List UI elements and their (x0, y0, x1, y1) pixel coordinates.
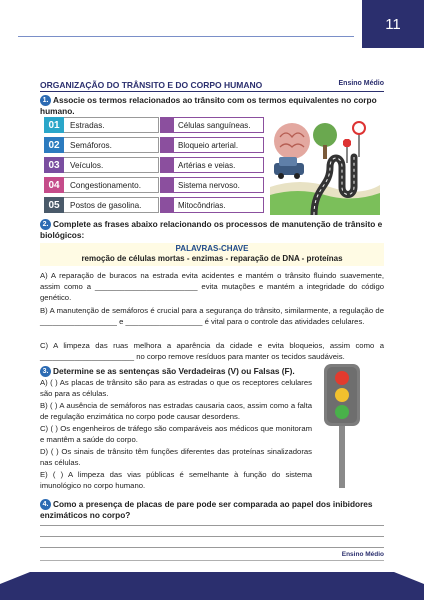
match-item[interactable] (160, 197, 264, 213)
term-number: 03 (44, 157, 64, 173)
keywords-list: remoção de células mortas - enzimas - reparação de DNA - proteínas (81, 254, 343, 263)
term-label: Postos de gasolina. (64, 197, 159, 213)
question-1 (40, 95, 384, 116)
true-false-e: E) ( ) A limpeza das vias públicas é semelhante à função do sistema imunológico no corpo humano. (40, 470, 312, 490)
question-number: 2. (40, 219, 51, 230)
question-text: Complete as frases abaixo relacionando os processos de manutenção de trânsito e biológicos: (40, 219, 383, 241)
footer-level-tag: Ensino Médio (341, 551, 384, 558)
keywords-box (40, 243, 384, 266)
match-label: Bloqueio arterial. (174, 137, 264, 153)
footer-band (0, 572, 424, 600)
true-false-c: C) ( ) Os engenheiros de tráfego são comparáveis aos médicos que monitoram e mantêm a saúde do corpo. (40, 424, 312, 444)
question-text: Como a presença de placas de pare pode ser comparada ao papel dos inibidores enzimáticos no corpo? (40, 499, 373, 521)
term-label: Congestionamento. (64, 177, 159, 193)
match-tab (160, 157, 174, 173)
question-number: 1. (40, 95, 51, 106)
level-tag: Ensino Médio (338, 80, 384, 87)
term-item (44, 157, 159, 173)
traffic-light-icon (312, 360, 372, 490)
match-label: Mitocôndrias. (174, 197, 264, 213)
match-item[interactable] (160, 157, 264, 173)
term-item (44, 137, 159, 153)
true-false-b: B) ( ) A ausência de semáforos nas estradas causaria caos, assim como a falta de regulação enzimática no corpo pode causar desordens. (40, 401, 312, 421)
traffic-body-illustration (270, 117, 380, 215)
title-rule (40, 91, 384, 92)
match-label: Sistema nervoso. (174, 177, 264, 193)
answer-line[interactable] (40, 536, 384, 537)
question-number: 3. (40, 366, 51, 377)
question-text: Determine se as sentenças são Verdadeiras (V) ou Falsas (F). (53, 366, 295, 376)
question-text: Associe os termos relacionados ao trânsito com os termos equivalentes no corpo humano. (40, 95, 377, 117)
question-number: 4. (40, 499, 51, 510)
term-number: 01 (44, 117, 64, 133)
sentence-a: A) A reparação de buracos na estrada evita acidentes e mantém o trânsito fluindo suavemente, assim como a ________________________ evita mutações e mantém a integridade do código genético. (40, 271, 384, 302)
footer-rule (40, 560, 384, 561)
term-item (44, 177, 159, 193)
tree-icon (274, 123, 310, 159)
answer-line[interactable] (40, 547, 384, 548)
question-2 (40, 219, 384, 240)
header-rule (18, 36, 354, 37)
term-number: 04 (44, 177, 64, 193)
term-number: 02 (44, 137, 64, 153)
term-item (44, 197, 159, 213)
keywords-title: PALAVRAS-CHAVE (175, 244, 249, 253)
match-tab (160, 177, 174, 193)
page-title: ORGANIZAÇÃO DO TRÂNSITO E DO CORPO HUMANO (40, 80, 263, 90)
match-tab (160, 117, 174, 133)
match-label: Células sanguíneas. (174, 117, 264, 133)
match-label: Artérias e veias. (174, 157, 264, 173)
match-tab (160, 197, 174, 213)
true-false-d: D) ( ) Os sinais de trânsito têm funções diferentes das proteínas sinalizadoras nas células. (40, 447, 312, 467)
term-label: Veículos. (64, 157, 159, 173)
match-list (160, 117, 264, 217)
true-false-a: A) ( ) As placas de trânsito são para as estradas o que os receptores celulares são para as células. (40, 378, 312, 398)
match-item[interactable] (160, 137, 264, 153)
term-item (44, 117, 159, 133)
term-number: 05 (44, 197, 64, 213)
match-tab (160, 137, 174, 153)
sentence-b: B) A manutenção de semáforos é crucial para a segurança do trânsito, similarmente, a regulação de __________________ e __________________ é vital para o controle das atividades celulares. (40, 306, 384, 326)
term-label: Estradas. (64, 117, 159, 133)
page-number-badge (362, 0, 424, 48)
match-item[interactable] (160, 117, 264, 133)
page-number: 11 (385, 15, 401, 33)
question-4 (40, 499, 384, 520)
term-label: Semáforos. (64, 137, 159, 153)
term-list (44, 117, 159, 217)
answer-line[interactable] (40, 525, 384, 526)
sentence-c: C) A limpeza das ruas melhora a aparência da cidade e evita bloqueios, assim como a ______________________ no corpo remove resíduos para manter os tecidos saudáveis. (40, 341, 384, 361)
match-item[interactable] (160, 177, 264, 193)
